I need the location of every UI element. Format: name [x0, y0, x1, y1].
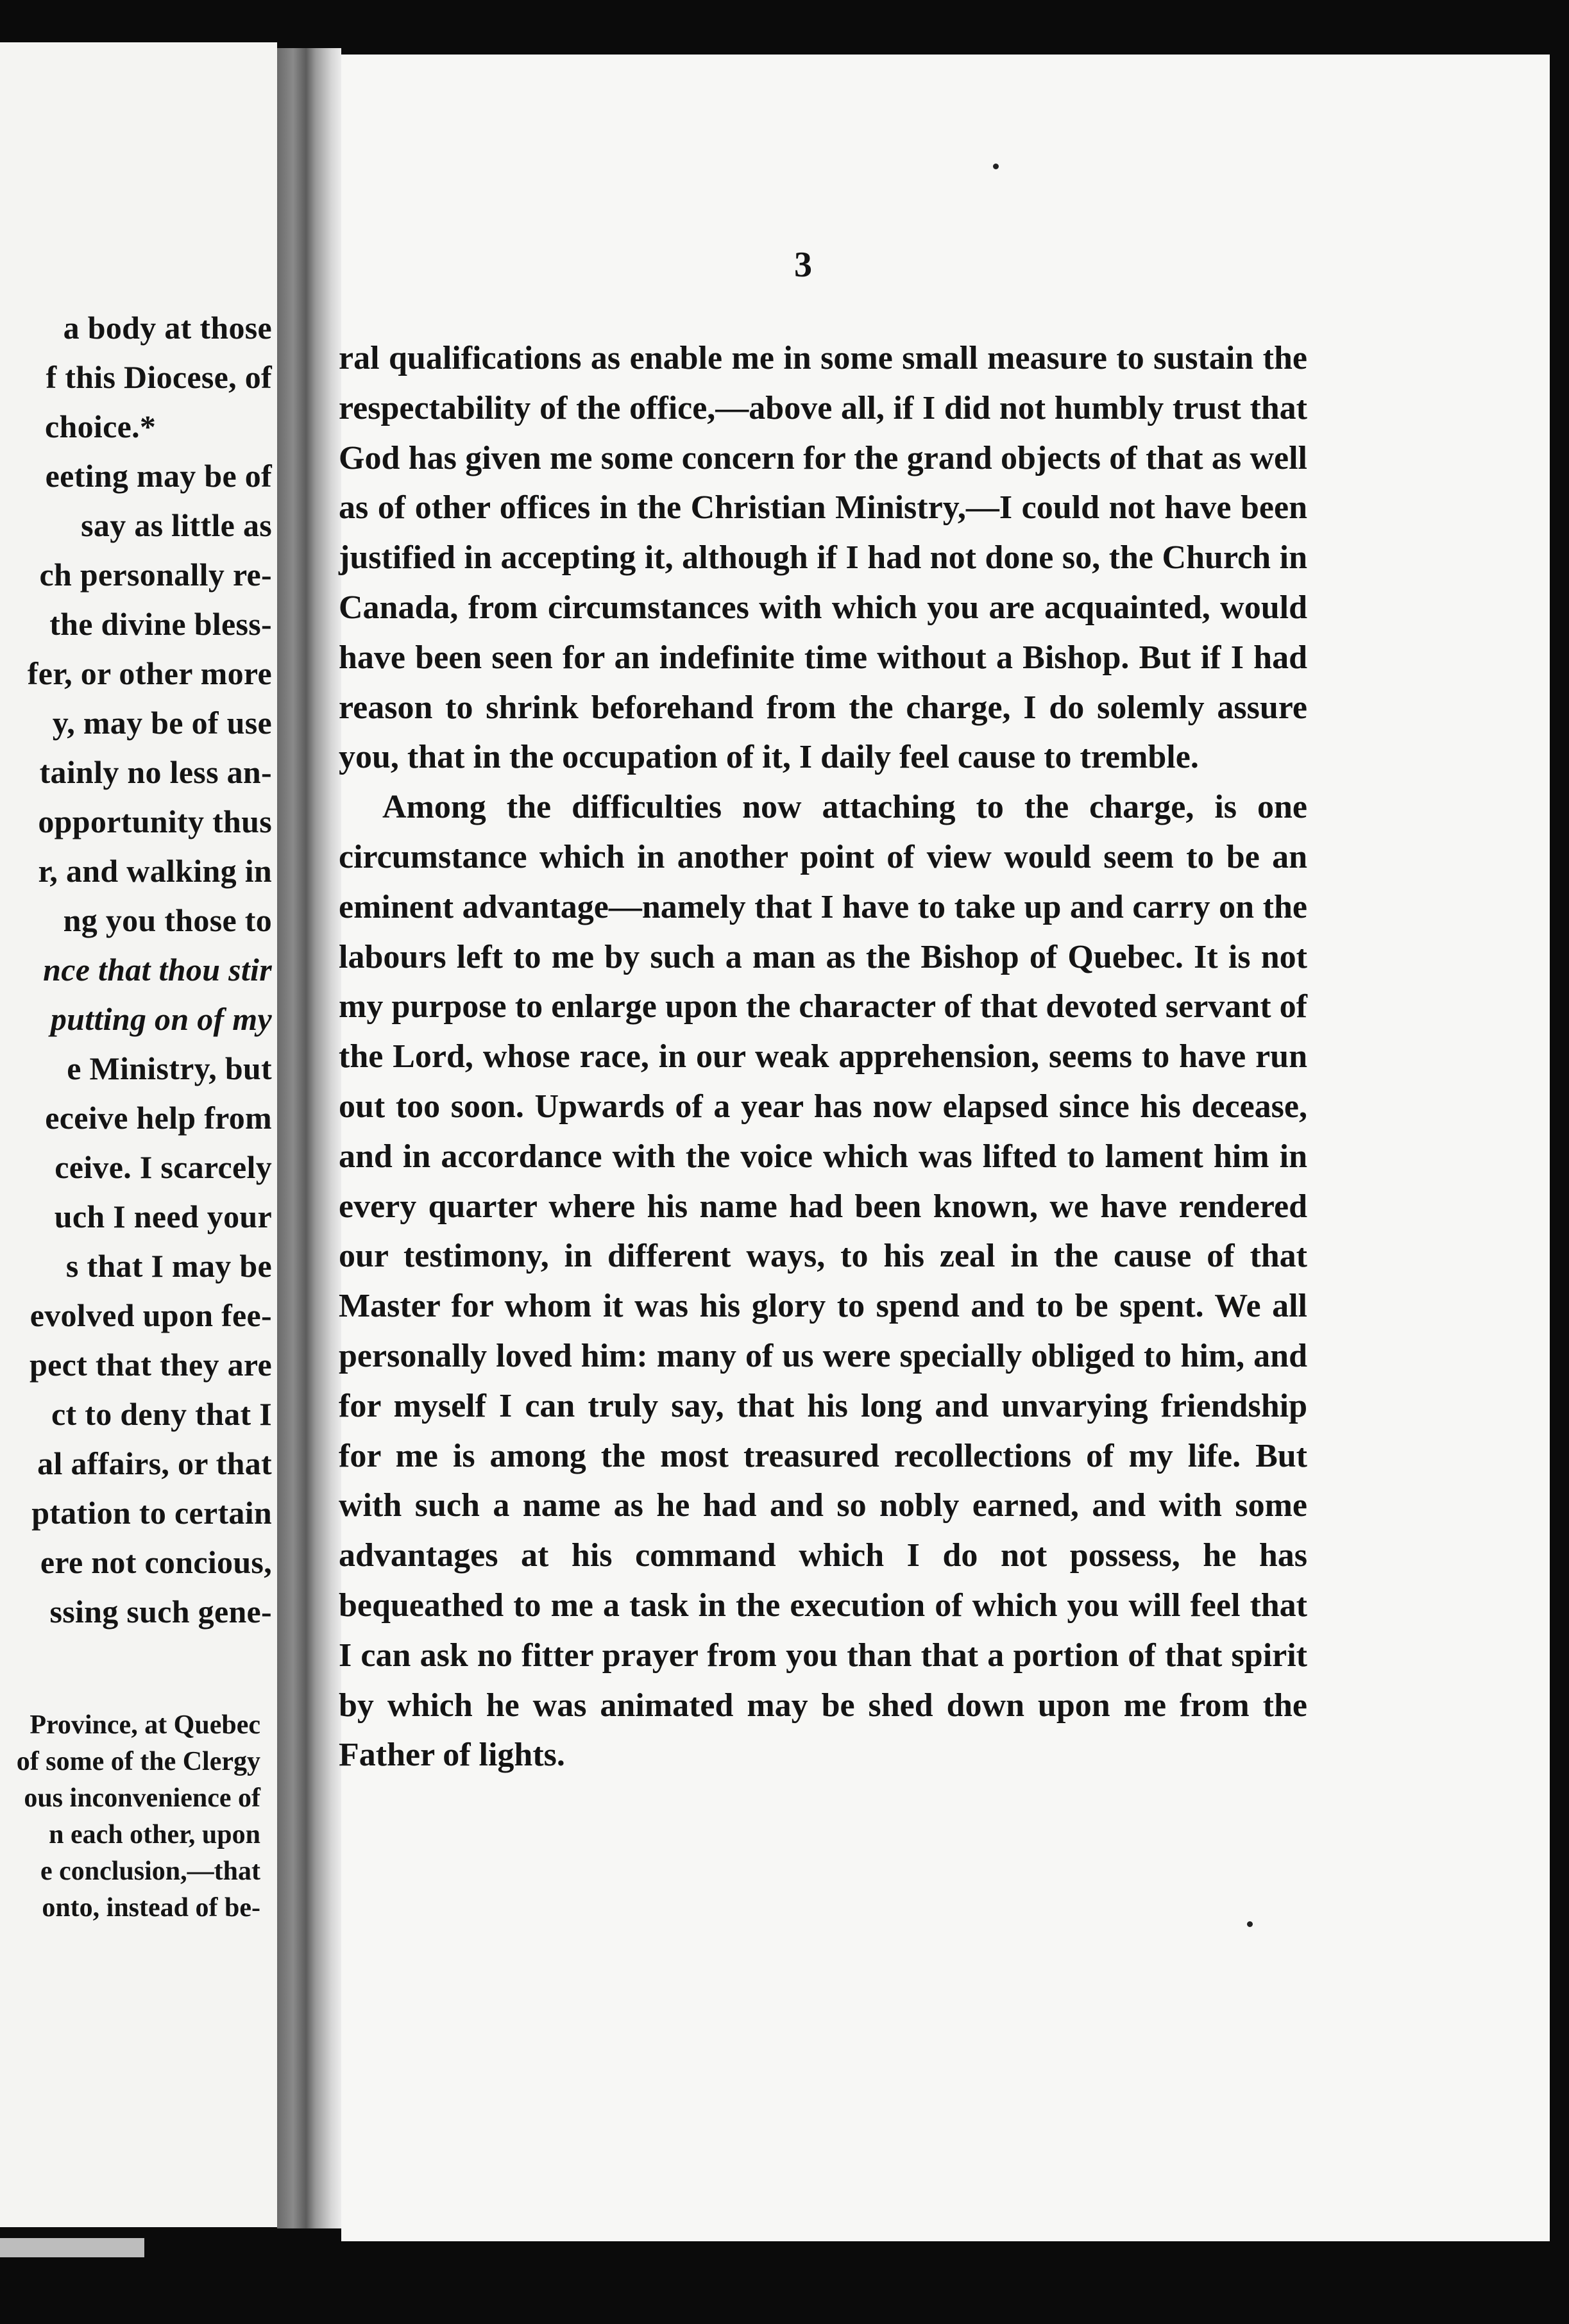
left-line: the divine bless-: [49, 606, 272, 642]
left-line: eceive help from: [45, 1100, 272, 1136]
left-line: r, and walking in: [38, 853, 272, 889]
book-gutter: [277, 48, 341, 2228]
print-speck: [1247, 1921, 1253, 1927]
left-line: f this Diocese, of: [46, 359, 272, 395]
print-speck: [993, 164, 999, 169]
left-line: e Ministry, but: [67, 1050, 272, 1086]
left-line: ptation to certain: [31, 1495, 272, 1531]
left-footnote-line: onto, instead of be-: [42, 1893, 260, 1923]
left-line: al affairs, or that: [37, 1445, 272, 1481]
left-line: uch I need your: [54, 1199, 272, 1234]
left-footnote-line: ous inconvenience of: [24, 1783, 260, 1813]
left-line: eeting may be of: [45, 458, 272, 494]
body-text: [339, 333, 1307, 1780]
left-footnote-line: e conclusion,—that: [40, 1857, 260, 1886]
left-footnote-line: Province, at Quebec: [30, 1710, 260, 1740]
left-line: s that I may be: [65, 1248, 272, 1284]
left-line: pect that they are: [30, 1347, 272, 1383]
left-line: ssing such gene-: [49, 1594, 272, 1629]
left-line: opportunity thus: [38, 804, 272, 839]
left-line: tainly no less an-: [39, 754, 272, 790]
left-footnote-line: n each other, upon: [49, 1820, 260, 1849]
page-number: 3: [794, 245, 812, 285]
paragraph: Among the difficulties now attaching to the charge, is one circumstance which in another point of view would seem to be an eminent advantage—namely that I have to take up and carry on the labours left to me by such a man as the Bishop of Quebec. It is not my purpose to enlarge upon the character of that devoted servant of the Lord, whose race, in our weak apprehension, seems to have run out too soon. Upwards of a year has now elapsed since his decease, and in accordance with the voice which was lifted to lament him in every quarter where his name had been known, we have rendered our testimony, in different ways, to his zeal in the cause of that Master for whom it was his glory to spend and to be spent. We all personally loved him: many of us were specially obliged to him, and for myself I can truly say, that his long and unvarying friendship for me is among the most treasured recollections of my life. But with such a name as he had and so nobly earned, and with some advantages at his command which I do not possess, he has bequeathed to me a task in the execution of which you will feel that I can ask no fitter prayer from you than that a portion of that spirit by which he was animated may be shed down upon me from the Father of lights.: [339, 789, 1307, 1774]
left-footnote-line: of some of the Clergy: [16, 1747, 260, 1776]
left-page: [0, 42, 277, 2227]
left-line: ere not concious,: [40, 1544, 272, 1580]
paragraph: ral qualifications as enable me in some small measure to sustain the respectability of the office,—above all, if I did not humbly trust that God has given me some concern for the grand objects of that as well as of other offices in the Christian Ministry,—I could not have been justified in accepting it, although if I had not done so, the Church in Canada, from circumstances with which you are acquainted, would have been seen for an indefinite time without a Bishop. But if I had reason to shrink beforehand from the charge, I do solemly assure you, that in the occupation of it, I daily feel cause to tremble.: [339, 340, 1307, 776]
left-line: ceive. I scarcely: [55, 1149, 272, 1185]
left-line: evolved upon fee-: [30, 1297, 272, 1333]
left-line: ct to deny that I: [51, 1396, 272, 1432]
left-line: ng you those to: [63, 902, 272, 938]
left-line: ch personally re-: [39, 557, 272, 593]
left-line: say as little as: [81, 507, 272, 543]
left-line: putting on of my: [50, 1001, 272, 1037]
left-line: a body at those: [63, 310, 272, 346]
left-line: choice.*: [45, 408, 157, 444]
left-line: fer, or other more: [27, 655, 272, 691]
left-line: nce that thou stir: [43, 952, 272, 988]
left-line: y, may be of use: [52, 705, 272, 741]
scan-edge-strip: [0, 2238, 144, 2257]
